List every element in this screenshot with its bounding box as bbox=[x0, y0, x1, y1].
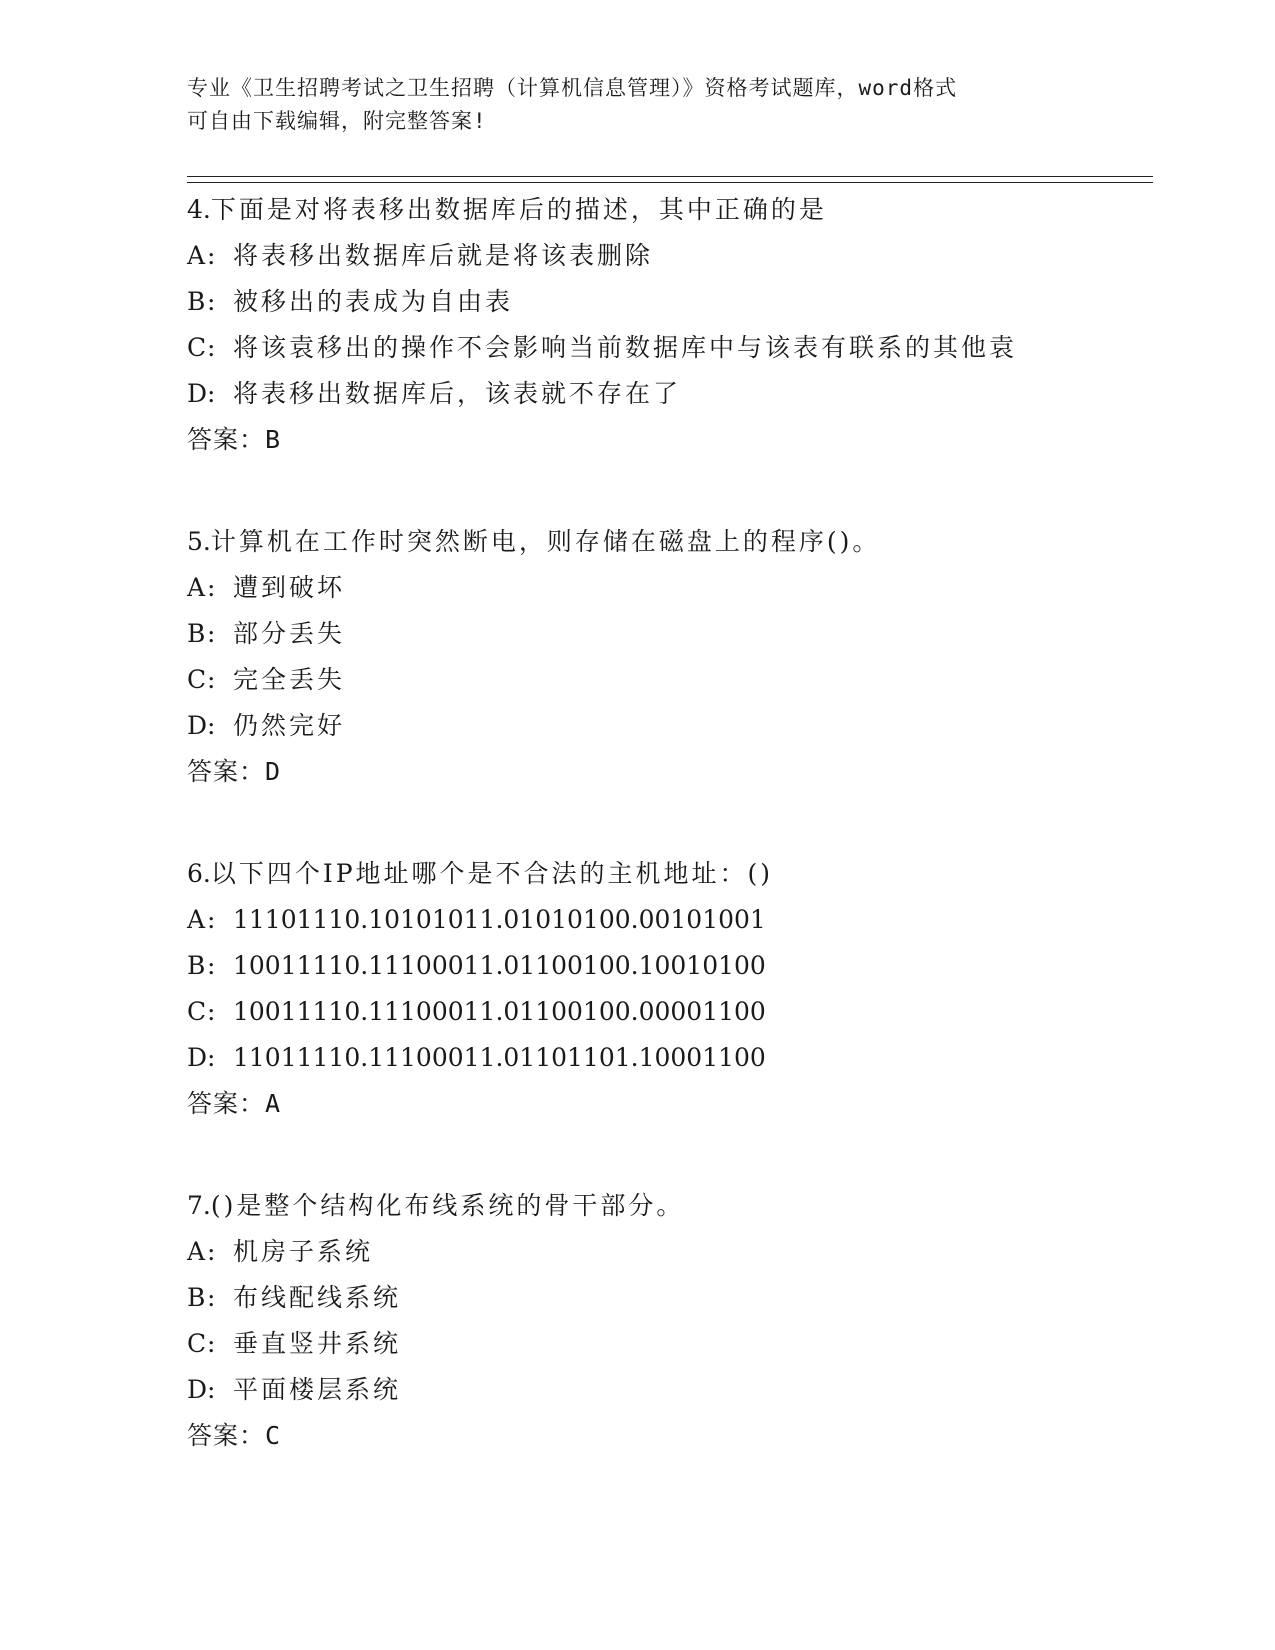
option-text: 遭到破坏 bbox=[233, 573, 346, 602]
option-b bbox=[187, 611, 1147, 657]
option-text: 10011110.11100011.01100100.10010100 bbox=[233, 951, 766, 980]
answer-label: 答案： bbox=[187, 1089, 266, 1118]
question-text: ()是整个结构化布线系统的骨干部分。 bbox=[210, 1191, 685, 1220]
option-text: 11011110.11100011.01101101.10001100 bbox=[233, 1043, 766, 1072]
option-text: 仍然完好 bbox=[233, 711, 346, 740]
option-text: 垂直竖井系统 bbox=[233, 1329, 402, 1358]
option-a bbox=[187, 233, 1147, 279]
option-colon: : bbox=[207, 997, 216, 1026]
option-colon: : bbox=[207, 1375, 216, 1404]
option-colon: : bbox=[207, 1283, 216, 1312]
option-colon: : bbox=[207, 1329, 216, 1358]
question-4 bbox=[187, 187, 1147, 463]
option-text: 完全丢失 bbox=[233, 665, 346, 694]
option-colon: : bbox=[207, 241, 216, 270]
answer-label: 答案： bbox=[187, 1421, 266, 1450]
option-letter: A bbox=[187, 573, 206, 602]
option-b bbox=[187, 1275, 1147, 1321]
header-divider bbox=[187, 176, 1153, 183]
option-letter: B bbox=[187, 619, 206, 648]
question-number: 4. bbox=[187, 195, 211, 224]
answer-line bbox=[187, 749, 1147, 795]
option-colon: : bbox=[207, 905, 216, 934]
option-d bbox=[187, 371, 1147, 417]
option-c bbox=[187, 1321, 1147, 1367]
question-stem bbox=[187, 519, 1147, 565]
option-b bbox=[187, 279, 1147, 325]
option-d bbox=[187, 1035, 1147, 1081]
question-text: 下面是对将表移出数据库后的描述，其中正确的是 bbox=[210, 195, 827, 224]
answer-line bbox=[187, 417, 1147, 463]
option-text: 将该袁移出的操作不会影响当前数据库中与该表有联系的其他袁 bbox=[233, 333, 1018, 362]
option-c bbox=[187, 657, 1147, 703]
option-text: 将表移出数据库后，该表就不存在了 bbox=[233, 379, 682, 408]
option-letter: A bbox=[187, 1237, 206, 1266]
question-stem bbox=[187, 1183, 1147, 1229]
option-text: 10011110.11100011.01100100.00001100 bbox=[233, 997, 766, 1026]
option-text: 11101110.10101011.01010100.00101001 bbox=[233, 905, 766, 934]
option-text: 平面楼层系统 bbox=[233, 1375, 402, 1404]
answer-label: 答案： bbox=[187, 425, 266, 454]
option-c bbox=[187, 325, 1147, 371]
answer-value: A bbox=[265, 1089, 281, 1118]
option-a bbox=[187, 897, 1147, 943]
header-title-line-2: 可自由下载编辑，附完整答案! bbox=[187, 109, 487, 133]
option-letter: A bbox=[187, 241, 206, 270]
question-number: 5. bbox=[187, 527, 211, 556]
question-number: 6. bbox=[187, 859, 211, 888]
option-colon: : bbox=[207, 1237, 216, 1266]
option-letter: C bbox=[187, 1329, 207, 1358]
answer-label: 答案： bbox=[187, 757, 266, 786]
option-colon: : bbox=[207, 711, 216, 740]
question-stem bbox=[187, 187, 1147, 233]
option-letter: C bbox=[187, 333, 207, 362]
question-6 bbox=[187, 851, 1147, 1127]
option-text: 布线配线系统 bbox=[233, 1283, 402, 1312]
option-c bbox=[187, 989, 1147, 1035]
option-letter: C bbox=[187, 997, 207, 1026]
option-d bbox=[187, 1367, 1147, 1413]
option-colon: : bbox=[207, 287, 216, 316]
option-colon: : bbox=[207, 333, 216, 362]
option-colon: : bbox=[207, 619, 216, 648]
option-colon: : bbox=[207, 573, 216, 602]
option-colon: : bbox=[207, 1043, 216, 1072]
option-letter: A bbox=[187, 905, 206, 934]
option-b bbox=[187, 943, 1147, 989]
answer-value: D bbox=[265, 757, 281, 786]
option-a bbox=[187, 1229, 1147, 1275]
option-letter: D bbox=[187, 1375, 208, 1404]
answer-line bbox=[187, 1081, 1147, 1127]
header-title-line-1: 专业《卫生招聘考试之卫生招聘（计算机信息管理）》资格考试题库，word格式 bbox=[187, 76, 958, 100]
option-letter: B bbox=[187, 1283, 206, 1312]
question-text: 以下四个IP地址哪个是不合法的主机地址：() bbox=[210, 859, 774, 888]
option-text: 机房子系统 bbox=[233, 1237, 374, 1266]
option-letter: D bbox=[187, 711, 208, 740]
question-number: 7. bbox=[187, 1191, 211, 1220]
option-d bbox=[187, 703, 1147, 749]
option-text: 被移出的表成为自由表 bbox=[233, 287, 514, 316]
answer-value: C bbox=[265, 1421, 281, 1450]
question-7 bbox=[187, 1183, 1147, 1459]
option-text: 部分丢失 bbox=[233, 619, 346, 648]
option-text: 将表移出数据库后就是将该表删除 bbox=[233, 241, 654, 270]
question-stem bbox=[187, 851, 1147, 897]
option-letter: C bbox=[187, 665, 207, 694]
answer-value: B bbox=[265, 425, 281, 454]
answer-line bbox=[187, 1413, 1147, 1459]
option-letter: D bbox=[187, 379, 208, 408]
question-5 bbox=[187, 519, 1147, 795]
option-a bbox=[187, 565, 1147, 611]
option-letter: B bbox=[187, 951, 206, 980]
option-letter: B bbox=[187, 287, 206, 316]
document-header bbox=[187, 72, 1067, 138]
option-colon: : bbox=[207, 665, 216, 694]
question-list bbox=[187, 187, 1147, 1515]
question-text: 计算机在工作时突然断电，则存储在磁盘上的程序()。 bbox=[210, 527, 881, 556]
option-letter: D bbox=[187, 1043, 208, 1072]
option-colon: : bbox=[207, 951, 216, 980]
option-colon: : bbox=[207, 379, 216, 408]
